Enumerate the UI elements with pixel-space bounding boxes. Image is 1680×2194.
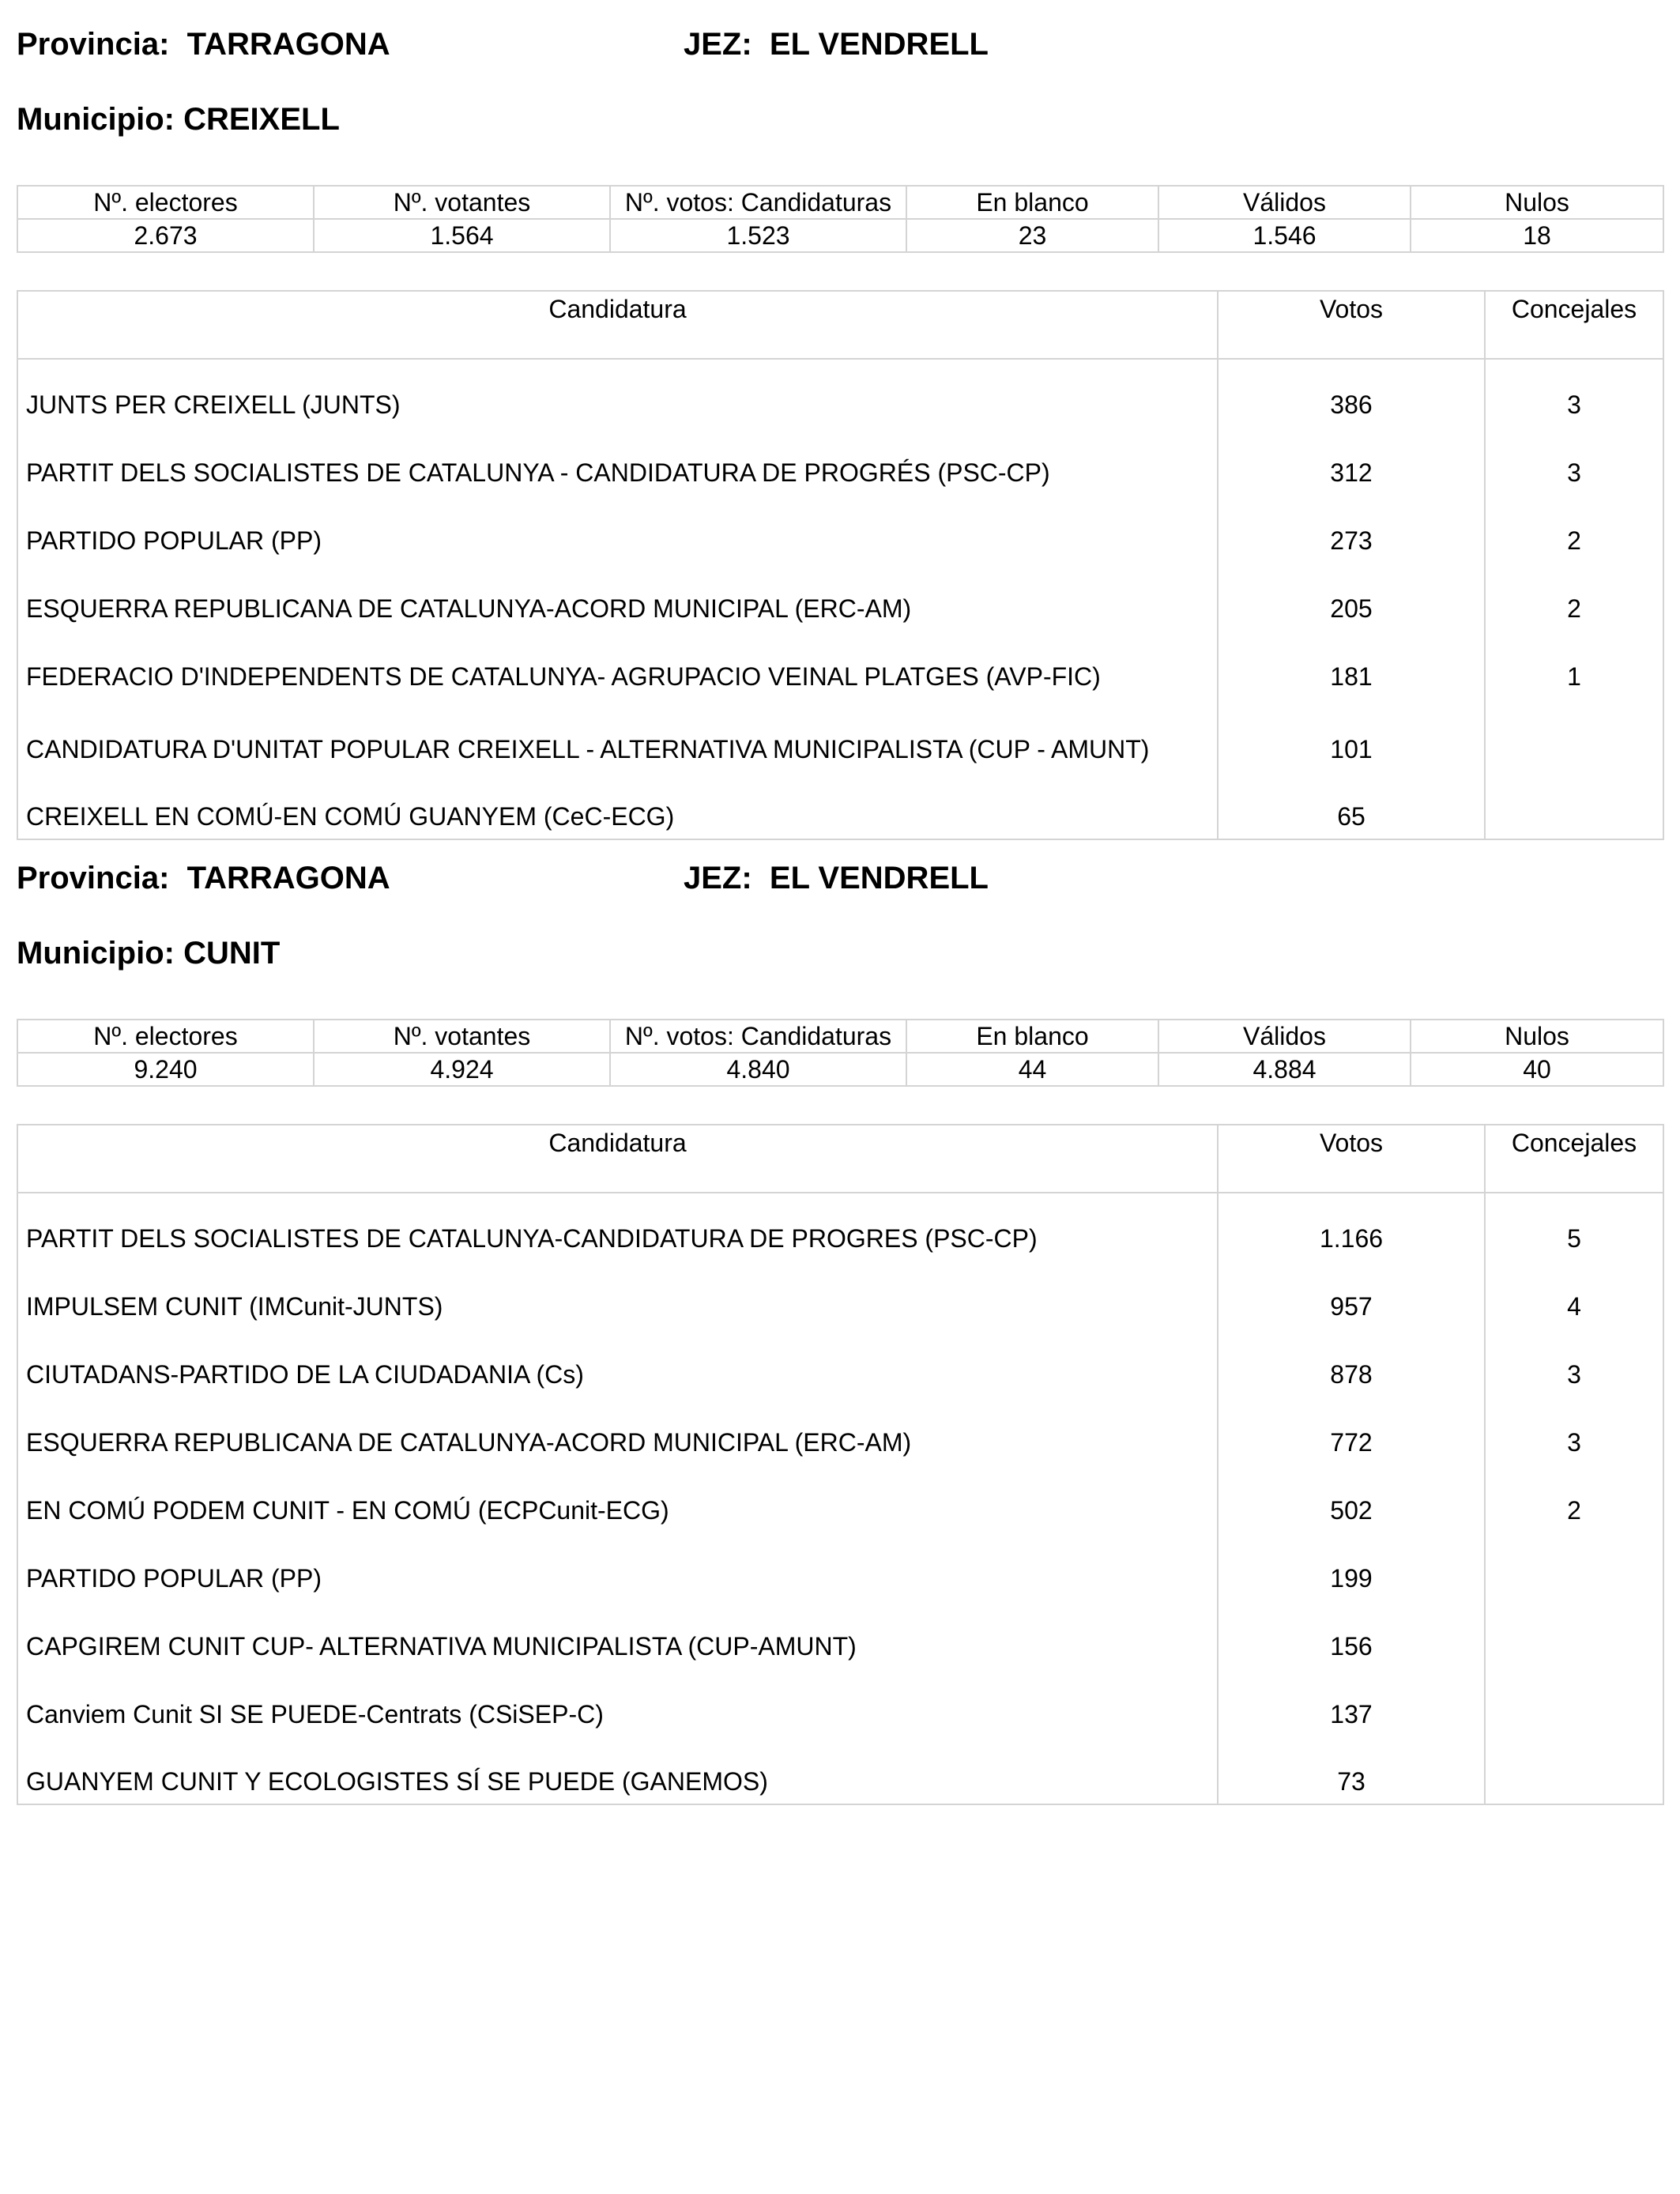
municipality-section-cunit <box>17 861 1663 1805</box>
votos-value: 101 <box>1218 699 1485 771</box>
results-header-votos: Votos <box>1218 291 1485 359</box>
candidatura-name: JUNTS PER CREIXELL (JUNTS) <box>17 359 1218 427</box>
concejales-value <box>1485 1736 1663 1804</box>
summary-header-validos: Válidos <box>1158 1020 1411 1053</box>
provincia-value: TARRAGONA <box>186 27 390 62</box>
candidatura-name: PARTIT DELS SOCIALISTES DE CATALUNYA-CANDIDATURA DE PROGRES (PSC-CP) <box>17 1193 1218 1261</box>
summary-value-votos-candidaturas: 4.840 <box>610 1053 906 1086</box>
jez-value: EL VENDRELL <box>769 861 989 895</box>
candidatura-name: Canviem Cunit SI SE PUEDE-Centrats (CSiSEP-C) <box>17 1668 1218 1736</box>
results-header-candidatura: Candidatura <box>17 1125 1218 1193</box>
candidatura-name: PARTIDO POPULAR (PP) <box>17 495 1218 563</box>
votos-value: 137 <box>1218 1668 1485 1736</box>
candidatura-name: PARTIT DELS SOCIALISTES DE CATALUNYA - CANDIDATURA DE PROGRÉS (PSC-CP) <box>17 427 1218 495</box>
municipio-label: Municipio: <box>17 102 175 137</box>
summary-value-validos: 1.546 <box>1158 219 1411 252</box>
table-row <box>17 1397 1663 1465</box>
summary-header-row <box>17 1020 1663 1053</box>
summary-header-nulos: Nulos <box>1411 186 1663 219</box>
summary-header-votos-candidaturas: Nº. votos: Candidaturas <box>610 1020 906 1053</box>
summary-table <box>17 185 1664 253</box>
concejales-value: 3 <box>1485 359 1663 427</box>
concejales-value: 3 <box>1485 427 1663 495</box>
candidatura-name: PARTIDO POPULAR (PP) <box>17 1532 1218 1600</box>
summary-value-en-blanco: 23 <box>906 219 1158 252</box>
summary-header-row <box>17 186 1663 219</box>
results-header-concejales: Concejales <box>1485 291 1663 359</box>
provincia-label: Provincia: <box>17 861 170 895</box>
votos-value: 878 <box>1218 1329 1485 1397</box>
provincia-heading <box>17 861 390 896</box>
votos-value: 312 <box>1218 427 1485 495</box>
concejales-value: 4 <box>1485 1261 1663 1329</box>
concejales-value: 2 <box>1485 1465 1663 1532</box>
summary-value-row <box>17 219 1663 252</box>
candidatura-name: CAPGIREM CUNIT CUP- ALTERNATIVA MUNICIPALISTA (CUP-AMUNT) <box>17 1600 1218 1668</box>
provincia-heading <box>17 27 390 62</box>
votos-value: 772 <box>1218 1397 1485 1465</box>
concejales-value: 2 <box>1485 495 1663 563</box>
votos-value: 273 <box>1218 495 1485 563</box>
results-header-votos: Votos <box>1218 1125 1485 1193</box>
municipio-value: CUNIT <box>183 936 281 971</box>
jez-heading <box>684 861 989 896</box>
votos-value: 199 <box>1218 1532 1485 1600</box>
votos-value: 73 <box>1218 1736 1485 1804</box>
summary-header-votantes: Nº. votantes <box>314 1020 610 1053</box>
summary-header-en-blanco: En blanco <box>906 186 1158 219</box>
concejales-value: 2 <box>1485 563 1663 631</box>
results-table <box>17 290 1664 840</box>
candidatura-name: IMPULSEM CUNIT (IMCunit-JUNTS) <box>17 1261 1218 1329</box>
concejales-value <box>1485 699 1663 771</box>
table-row <box>17 771 1663 839</box>
provincia-label: Provincia: <box>17 27 170 62</box>
concejales-value <box>1485 1668 1663 1736</box>
candidatura-name: CREIXELL EN COMÚ-EN COMÚ GUANYEM (CeC-ECG) <box>17 771 1218 839</box>
candidatura-name: CANDIDATURA D'UNITAT POPULAR CREIXELL - ALTERNATIVA MUNICIPALISTA (CUP - AMUNT) <box>17 699 1218 771</box>
concejales-value: 1 <box>1485 631 1663 699</box>
results-table <box>17 1124 1664 1805</box>
summary-header-en-blanco: En blanco <box>906 1020 1158 1053</box>
summary-value-votantes: 4.924 <box>314 1053 610 1086</box>
candidatura-name: GUANYEM CUNIT Y ECOLOGISTES SÍ SE PUEDE (GANEMOS) <box>17 1736 1218 1804</box>
candidatura-name: EN COMÚ PODEM CUNIT - EN COMÚ (ECPCunit-ECG) <box>17 1465 1218 1532</box>
results-header-concejales: Concejales <box>1485 1125 1663 1193</box>
summary-header-nulos: Nulos <box>1411 1020 1663 1053</box>
summary-table <box>17 1019 1664 1087</box>
votos-value: 386 <box>1218 359 1485 427</box>
votos-value: 65 <box>1218 771 1485 839</box>
candidatura-name: FEDERACIO D'INDEPENDENTS DE CATALUNYA- AGRUPACIO VEINAL PLATGES (AVP-FIC) <box>17 631 1218 699</box>
municipio-heading <box>17 936 1663 983</box>
jez-heading <box>684 27 989 62</box>
summary-value-row <box>17 1053 1663 1086</box>
candidatura-name: ESQUERRA REPUBLICANA DE CATALUNYA-ACORD MUNICIPAL (ERC-AM) <box>17 1397 1218 1465</box>
concejales-value: 5 <box>1485 1193 1663 1261</box>
jez-value: EL VENDRELL <box>769 27 989 62</box>
table-row <box>17 1600 1663 1668</box>
results-header-candidatura: Candidatura <box>17 291 1218 359</box>
summary-value-en-blanco: 44 <box>906 1053 1158 1086</box>
table-row <box>17 1532 1663 1600</box>
summary-header-votos-candidaturas: Nº. votos: Candidaturas <box>610 186 906 219</box>
section-header-line <box>17 27 1663 74</box>
table-row <box>17 631 1663 699</box>
municipio-label: Municipio: <box>17 936 175 971</box>
table-row <box>17 427 1663 495</box>
table-row <box>17 699 1663 771</box>
table-row <box>17 563 1663 631</box>
concejales-value <box>1485 771 1663 839</box>
results-header-row <box>17 1125 1663 1193</box>
summary-header-electores: Nº. electores <box>17 1020 314 1053</box>
municipality-section-creixell <box>17 27 1663 840</box>
summary-value-nulos: 18 <box>1411 219 1663 252</box>
candidatura-name: ESQUERRA REPUBLICANA DE CATALUNYA-ACORD MUNICIPAL (ERC-AM) <box>17 563 1218 631</box>
municipio-heading <box>17 102 1663 149</box>
provincia-value: TARRAGONA <box>186 861 390 895</box>
table-row <box>17 495 1663 563</box>
table-row <box>17 1465 1663 1532</box>
summary-header-electores: Nº. electores <box>17 186 314 219</box>
votos-value: 156 <box>1218 1600 1485 1668</box>
summary-header-validos: Válidos <box>1158 186 1411 219</box>
votos-value: 957 <box>1218 1261 1485 1329</box>
jez-label: JEZ: <box>684 27 752 62</box>
table-row <box>17 359 1663 427</box>
votos-value: 502 <box>1218 1465 1485 1532</box>
concejales-value: 3 <box>1485 1329 1663 1397</box>
municipio-value: CREIXELL <box>183 102 340 137</box>
summary-value-electores: 2.673 <box>17 219 314 252</box>
votos-value: 181 <box>1218 631 1485 699</box>
concejales-value: 3 <box>1485 1397 1663 1465</box>
summary-value-validos: 4.884 <box>1158 1053 1411 1086</box>
summary-value-votantes: 1.564 <box>314 219 610 252</box>
votos-value: 205 <box>1218 563 1485 631</box>
table-row <box>17 1736 1663 1804</box>
jez-label: JEZ: <box>684 861 752 895</box>
summary-value-nulos: 40 <box>1411 1053 1663 1086</box>
table-row <box>17 1668 1663 1736</box>
results-header-row <box>17 291 1663 359</box>
votos-value: 1.166 <box>1218 1193 1485 1261</box>
summary-header-votantes: Nº. votantes <box>314 186 610 219</box>
concejales-value <box>1485 1600 1663 1668</box>
section-header-line <box>17 861 1663 908</box>
table-row <box>17 1193 1663 1261</box>
table-row <box>17 1261 1663 1329</box>
summary-value-votos-candidaturas: 1.523 <box>610 219 906 252</box>
concejales-value <box>1485 1532 1663 1600</box>
table-row <box>17 1329 1663 1397</box>
candidatura-name: CIUTADANS-PARTIDO DE LA CIUDADANIA (Cs) <box>17 1329 1218 1397</box>
summary-value-electores: 9.240 <box>17 1053 314 1086</box>
